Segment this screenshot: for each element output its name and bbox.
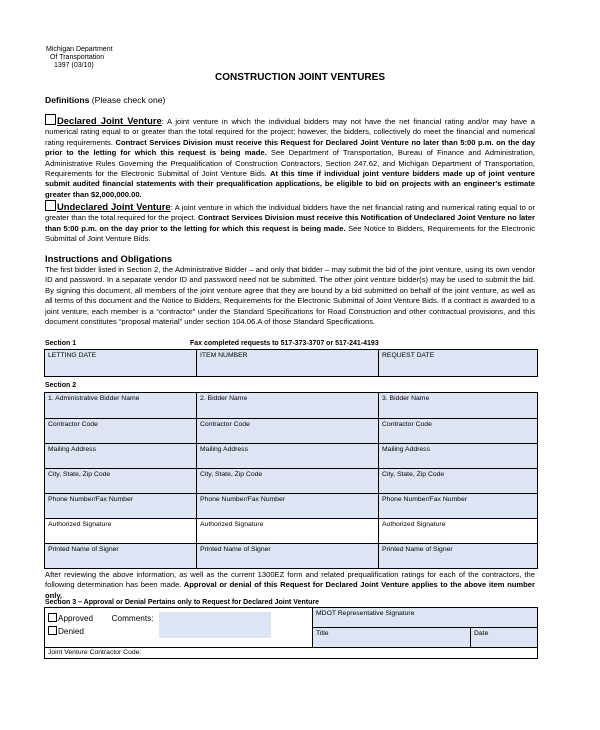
title-field[interactable]: Title xyxy=(313,628,471,648)
form-title: CONSTRUCTION JOINT VENTURES xyxy=(214,72,385,83)
printed-name-field-3[interactable]: Printed Name of Signer xyxy=(379,544,538,569)
mailing-address-field-1[interactable]: Mailing Address xyxy=(45,444,197,469)
printed-name-field-1[interactable]: Printed Name of Signer xyxy=(45,544,197,569)
approved-checkbox[interactable] xyxy=(48,613,57,622)
city-state-zip-field-1[interactable]: City, State, Zip Code xyxy=(45,469,197,494)
date-field[interactable]: Date xyxy=(471,628,538,648)
admin-bidder-name-field[interactable]: 1. Administrative Bidder Name xyxy=(45,393,197,419)
section3-label: Section 3 – Approval or Denial Pertains only to Request for Declared Joint Venture xyxy=(45,599,319,606)
declared-checkbox[interactable] xyxy=(45,114,56,125)
instructions-text: The first bidder listed in Section 2, the Administrative Bidder – and only that bidder – may submit the bid of the joint venture, using its own vendor ID and password. In a separate vendor ID and password need not be submitted. The other joint venture bidder(s) may be used to submit the bid. By signing this document, all members of the joint venture agree that they are bound by a bid submitted on behalf of the joint venture, as well as all terms of this document and the Notice to Bidders, Requirements for the Electronic Submittal of Joint Venture Bids. If a contract is awarded to a joint venture, each member is a “contractor” under the Standard Specifications for Road Construction and other contractual provisions, and this document constitutes “proposal material” under section 104.06.A of those Standard Specifications. xyxy=(45,265,535,327)
item-number-field[interactable]: ITEM NUMBER xyxy=(197,350,379,377)
jv-contractor-code-field[interactable]: Joint Venture Contractor Code: xyxy=(45,648,538,659)
bidder3-name-field[interactable]: 3. Bidder Name xyxy=(379,393,538,419)
section1-label: Section 1 xyxy=(45,340,77,347)
section1-table xyxy=(44,349,538,377)
contractor-code-field-2[interactable]: Contractor Code xyxy=(197,419,379,444)
undeclared-checkbox[interactable] xyxy=(45,200,56,211)
city-state-zip-field-2[interactable]: City, State, Zip Code xyxy=(197,469,379,494)
comments-field[interactable] xyxy=(159,612,271,638)
section3-table xyxy=(44,607,538,659)
bidder2-name-field[interactable]: 2. Bidder Name xyxy=(197,393,379,419)
section2-table xyxy=(44,392,538,569)
instructions-heading: Instructions and Obligations xyxy=(45,253,173,264)
approved-label: Approved xyxy=(58,614,94,623)
mdot-signature-field[interactable]: MDOT Representative Signature xyxy=(313,608,538,628)
mailing-address-field-3[interactable]: Mailing Address xyxy=(379,444,538,469)
letting-date-field[interactable]: LETTING DATE xyxy=(45,350,197,377)
denied-label: Denied xyxy=(58,627,84,636)
denied-checkbox[interactable] xyxy=(48,626,57,635)
request-date-field[interactable]: REQUEST DATE xyxy=(379,350,538,377)
authorized-signature-field-1[interactable]: Authorized Signature xyxy=(45,519,197,544)
decision-cell xyxy=(45,608,313,648)
declared-definition: Declared Joint Venture: A joint venture in which the individual bidders may not have the net financial rating and/or may have a numerical rating equal to or greater than the total required for the project; however, the bidders, collectively do meet the financial and numerical rating requirements. Contract Services Division must receive this Request for Declared Joint Venture no later than 5:00 p.m. on the day prior to the letting for which this request is being made. See Department of Transportation, Bureau of Finance and Administration, Administrative Rules Governing the Prequalification of Construction Contractors, Section 247.62, and Michigan Department of Transportation, Requirements for the Electronic Submittal of Joint Venture Bids. At this time if individual joint venture bidders made up of joint venture submit audited financial statements with their prequalification applications, be eligible to bid on projects with an engineer's estimate greater than $2,000,000.00. xyxy=(45,115,535,199)
authorized-signature-field-3[interactable]: Authorized Signature xyxy=(379,519,538,544)
definitions-heading: Definitions (Please check one) xyxy=(45,95,166,105)
city-state-zip-field-3[interactable]: City, State, Zip Code xyxy=(379,469,538,494)
authorized-signature-field-2[interactable]: Authorized Signature xyxy=(197,519,379,544)
contractor-code-field-1[interactable]: Contractor Code xyxy=(45,419,197,444)
phone-fax-field-2[interactable]: Phone Number/Fax Number xyxy=(197,494,379,519)
undeclared-definition: Undeclared Joint Venture: A joint venture in which the individual bidders have the net financial rating and numerical rating equal to or greater than the total required for the project. Contract Services Division must receive this Notification of Undeclared Joint Venture no later than 5:00 p.m. on the day prior to the letting for which this request is being made. See Notice to Bidders, Requirements for the Electronic Submittal of Joint Venture Bids. xyxy=(45,201,535,244)
phone-fax-field-3[interactable]: Phone Number/Fax Number xyxy=(379,494,538,519)
determination-text: After reviewing the above information, as well as the current 1300EZ form and related prequalification ratings for each of the contractors, the following determination has been made. Approval or denial of this Request for Declared Joint Venture applies to the above item number only. xyxy=(45,570,535,600)
section2-label: Section 2 xyxy=(45,382,77,389)
department-name: Michigan Department Of Transportation 1397 (03/10) xyxy=(46,46,113,69)
undeclared-label: Undeclared Joint Venture xyxy=(57,201,171,212)
fax-note: Fax completed requests to 517-373-3707 or 517-241-4193 xyxy=(190,340,379,347)
declared-label: Declared Joint Venture xyxy=(57,115,162,126)
contractor-code-field-3[interactable]: Contractor Code xyxy=(379,419,538,444)
phone-fax-field-1[interactable]: Phone Number/Fax Number xyxy=(45,494,197,519)
printed-name-field-2[interactable]: Printed Name of Signer xyxy=(197,544,379,569)
mailing-address-field-2[interactable]: Mailing Address xyxy=(197,444,379,469)
comments-label: Comments: xyxy=(111,614,154,623)
